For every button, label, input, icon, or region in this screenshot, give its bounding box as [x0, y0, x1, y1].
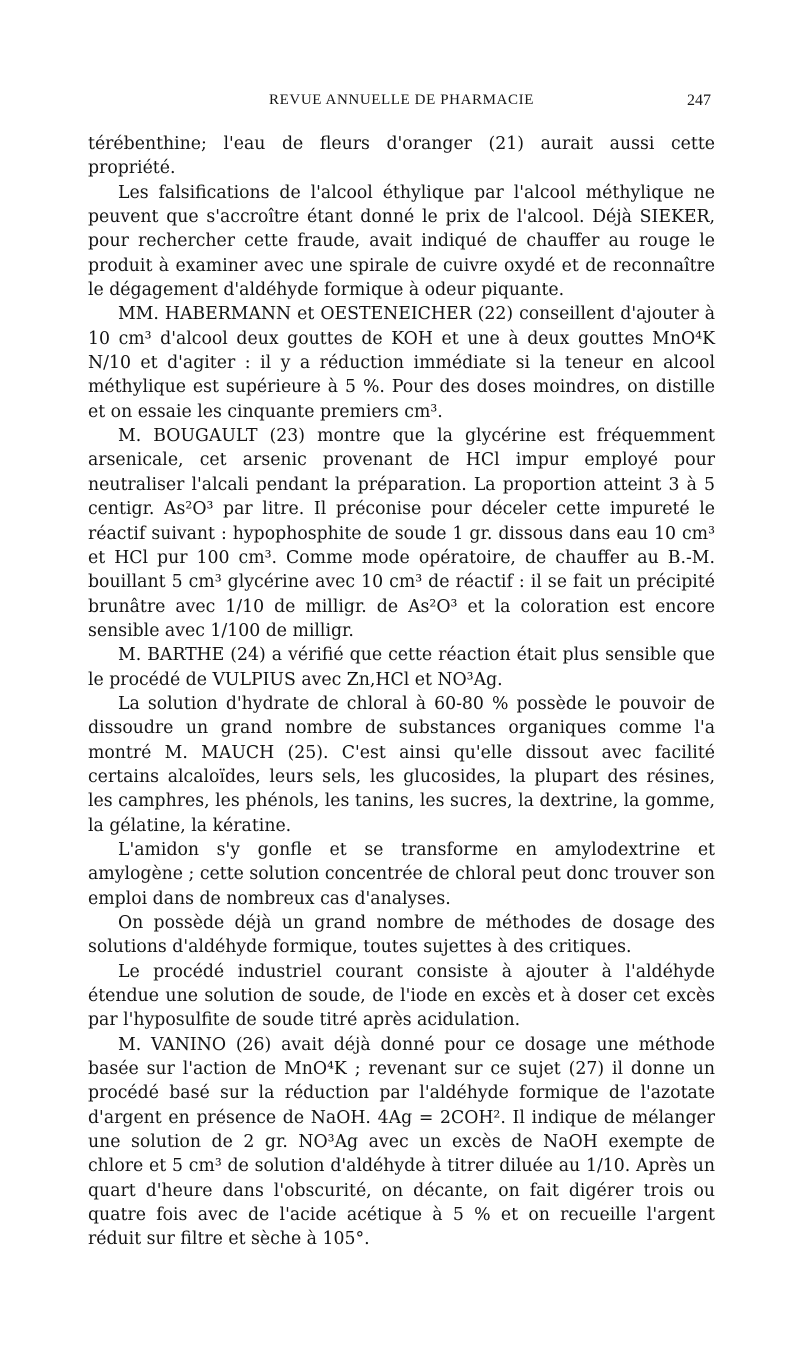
paragraph-alcool-ethylique: Les falsifications de l'alcool éthylique par l'alcool méthylique ne peuvent que s'accroître étant donné le prix de l'alcool. Déjà SIEKER, pour rechercher cette fraude, avait indiqué de chauffer au rouge le produit à examiner avec une spirale de cuivre oxydé et de reconnaître le dégagement d'aldéhyde formique à odeur piquante.	[88, 182, 715, 301]
running-title: REVUE ANNUELLE DE PHARMACIE	[269, 92, 534, 108]
body-text	[88, 132, 715, 1252]
page-header	[88, 92, 715, 132]
paragraph-continuation: térébenthine; l'eau de fleurs d'oranger (21) aurait aussi cette propriété.	[88, 134, 715, 179]
paragraph-hydrate-chloral: La solution d'hydrate de chloral à 60-80 % possède le pouvoir de dissoudre un grand nombre de substances organiques comme l'a montré M. MAUCH (25). C'est ainsi qu'elle dissout avec facilité certains alcaloïdes, leurs sels, les glucosides, la plupart des résines, les camphres, les phénols, les tanins, les sucres, la dextrine, la gomme, la gélatine, la kératine.	[88, 693, 715, 836]
document-page	[88, 92, 715, 1252]
paragraph-procede-industriel: Le procédé industriel courant consiste à ajouter à l'aldéhyde étendue une solution de soude, de l'iode en excès et à doser cet excès par l'hyposulfite de soude titré après acidulation.	[88, 961, 715, 1031]
paragraph-barthe: M. BARTHE (24) a vérifié que cette réaction était plus sensible que le procédé de VULPIUS avec Zn,HCl et NO³Ag.	[88, 645, 715, 690]
paragraph-bougault-glycerine: M. BOUGAULT (23) montre que la glycérine est fréquemment arsenicale, cet arsenic provenant de HCl impur employé pour neutraliser l'alcali pendant la préparation. La proportion atteint 3 à 5 centigr. As²O³ par litre. Il préconise pour déceler cette impureté le réactif suivant : hypophosphite de soude 1 gr. dissous dans eau 10 cm³ et HCl pur 100 cm³. Comme mode opératoire, de chauffer au B.-M. bouillant 5 cm³ glycérine avec 10 cm³ de réactif : il se fait un précipité brunâtre avec 1/10 de milligr. de As²O³ et la coloration est encore sensible avec 1/100 de milligr.	[88, 426, 715, 641]
paragraph-amidon: L'amidon s'y gonfle et se transforme en amylodextrine et amylogène ; cette solution concentrée de chloral peut donc trouver son emploi dans de nombreux cas d'analyses.	[88, 839, 715, 909]
page-number: 247	[687, 92, 711, 109]
paragraph-vanino: M. VANINO (26) avait déjà donné pour ce dosage une méthode basée sur l'action de MnO⁴K ; revenant sur ce sujet (27) il donne un procédé basé sur la réduction par l'aldéhyde formique de l'azotate d'argent en présence de NaOH. 4Ag = 2COH². Il indique de mélanger une solution de 2 gr. NO³Ag avec un excès de NaOH exempte de chlore et 5 cm³ de solution d'aldéhyde à titrer diluée au 1/10. Après un quart d'heure dans l'obscurité, on décante, on fait digérer trois ou quatre fois avec de l'acide acétique à 5 % et on recueille l'argent réduit sur filtre et sèche à 105°.	[88, 1034, 715, 1250]
paragraph-aldehyde-formique: On possède déjà un grand nombre de méthodes de dosage des solutions d'aldéhyde formique, toutes sujettes à des critiques.	[88, 913, 715, 958]
paragraph-habermann: MM. HABERMANN et OESTENEICHER (22) conseillent d'ajouter à 10 cm³ d'alcool deux gouttes de KOH et une à deux gouttes MnO⁴K N/10 et d'agiter : il y a réduction immédiate si la teneur en alcool méthylique est supérieure à 5 %. Pour des doses moindres, on distille et on essaie les cinquante premiers cm³.	[88, 304, 715, 422]
